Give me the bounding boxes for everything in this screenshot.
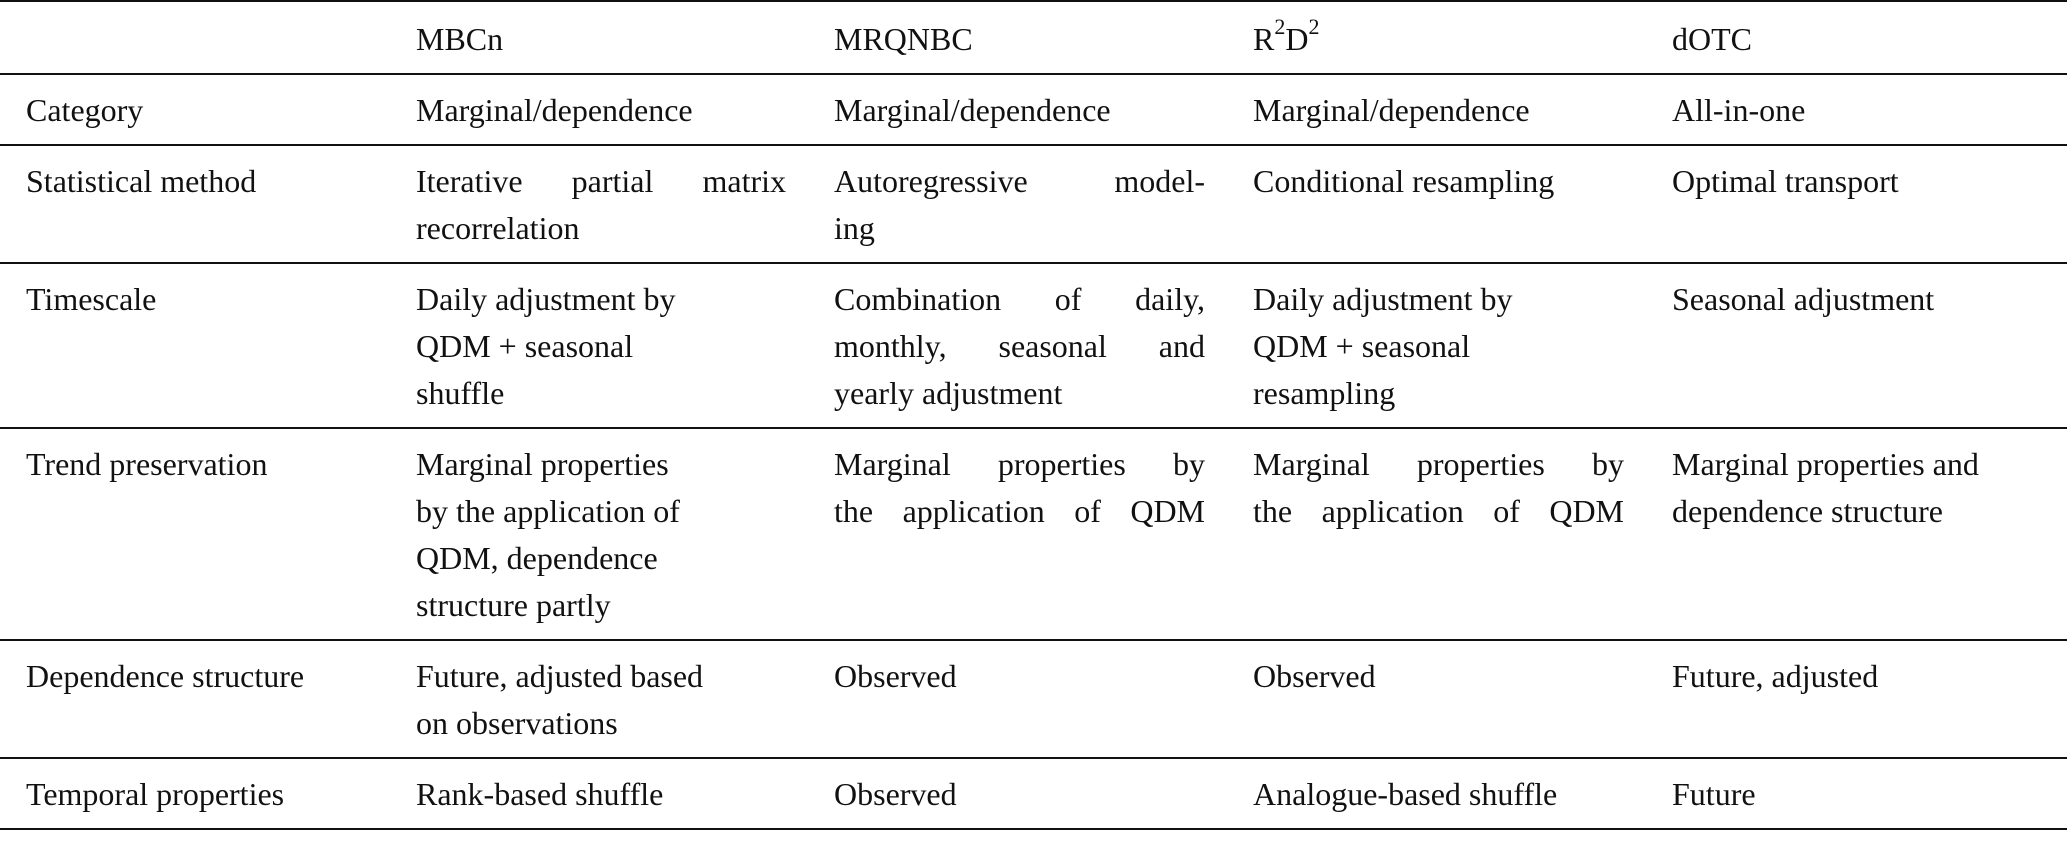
cell-line: yearly adjustment	[834, 375, 1063, 411]
cell-line: QDM, dependence	[416, 540, 658, 576]
cell-line: Combination of daily,	[834, 281, 1205, 317]
row-label: Dependence structure	[0, 640, 390, 758]
cell-r2d2	[1227, 263, 1646, 428]
cell-mbcn: Rank-based shuffle	[390, 758, 808, 829]
cell-line: Iterative partial matrix	[416, 163, 786, 199]
row-label: Timescale	[0, 263, 390, 428]
cell-line: the application of QDM	[834, 493, 1205, 529]
table-row-statistical-method	[0, 145, 2067, 263]
cell-mbcn	[390, 428, 808, 640]
cell-line: Marginal properties and	[1672, 446, 1979, 482]
cell-mrqnbc: Observed	[808, 640, 1227, 758]
header-r2d2-sup2: 2	[1308, 14, 1320, 40]
cell-mbcn	[390, 263, 808, 428]
cell-line: Autoregressive model-	[834, 163, 1205, 199]
cell-mrqnbc	[808, 263, 1227, 428]
row-label: Statistical method	[0, 145, 390, 263]
cell-r2d2: Observed	[1227, 640, 1646, 758]
cell-mbcn	[390, 640, 808, 758]
table-row-trend-preservation	[0, 428, 2067, 640]
header-r2d2-base1: R	[1253, 21, 1275, 57]
header-r2d2	[1227, 1, 1646, 74]
cell-mrqnbc: Observed	[808, 758, 1227, 829]
cell-line: resampling	[1253, 375, 1396, 411]
cell-r2d2: Analogue-based shuffle	[1227, 758, 1646, 829]
header-row-label	[0, 1, 390, 74]
cell-mbcn	[390, 145, 808, 263]
cell-dotc	[1646, 428, 2067, 640]
cell-line: QDM + seasonal	[1253, 328, 1471, 364]
cell-line: Marginal properties by	[1253, 446, 1624, 482]
header-r2d2-base2: D	[1285, 21, 1309, 57]
cell-dotc: All-in-one	[1646, 74, 2067, 145]
cell-line: on observations	[416, 705, 618, 741]
cell-line: recorrelation	[416, 210, 580, 246]
table-row-dependence-structure	[0, 640, 2067, 758]
cell-line: Daily adjustment by	[1253, 281, 1513, 317]
header-dotc: dOTC	[1646, 1, 2067, 74]
cell-line: shuffle	[416, 375, 505, 411]
cell-line: by the application of	[416, 493, 680, 529]
cell-line: Marginal properties by	[834, 446, 1205, 482]
row-label: Category	[0, 74, 390, 145]
cell-line: the application of QDM	[1253, 493, 1624, 529]
cell-line: ing	[834, 210, 875, 246]
header-mbcn: MBCn	[390, 1, 808, 74]
cell-dotc: Seasonal adjustment	[1646, 263, 2067, 428]
cell-mrqnbc	[808, 428, 1227, 640]
cell-line: Daily adjustment by	[416, 281, 676, 317]
table-row-category	[0, 74, 2067, 145]
table-row-temporal-properties	[0, 758, 2067, 829]
cell-mrqnbc	[808, 145, 1227, 263]
header-mrqnbc: MRQNBC	[808, 1, 1227, 74]
cell-dotc: Future	[1646, 758, 2067, 829]
header-row	[0, 1, 2067, 74]
cell-dotc: Future, adjusted	[1646, 640, 2067, 758]
cell-r2d2: Conditional resampling	[1227, 145, 1646, 263]
table-header	[0, 1, 2067, 74]
cell-line: dependence structure	[1672, 493, 1943, 529]
row-label: Temporal properties	[0, 758, 390, 829]
cell-line: QDM + seasonal	[416, 328, 634, 364]
cell-line: Marginal properties	[416, 446, 669, 482]
cell-line: Future, adjusted based	[416, 658, 704, 694]
cell-r2d2: Marginal/dependence	[1227, 74, 1646, 145]
cell-mrqnbc: Marginal/dependence	[808, 74, 1227, 145]
cell-mbcn: Marginal/dependence	[390, 74, 808, 145]
cell-line: structure partly	[416, 587, 611, 623]
row-label: Trend preservation	[0, 428, 390, 640]
table-body	[0, 74, 2067, 829]
cell-line: monthly, seasonal and	[834, 328, 1205, 364]
cell-dotc: Optimal transport	[1646, 145, 2067, 263]
header-r2d2-sup1: 2	[1274, 14, 1286, 40]
cell-r2d2	[1227, 428, 1646, 640]
table-row-timescale	[0, 263, 2067, 428]
